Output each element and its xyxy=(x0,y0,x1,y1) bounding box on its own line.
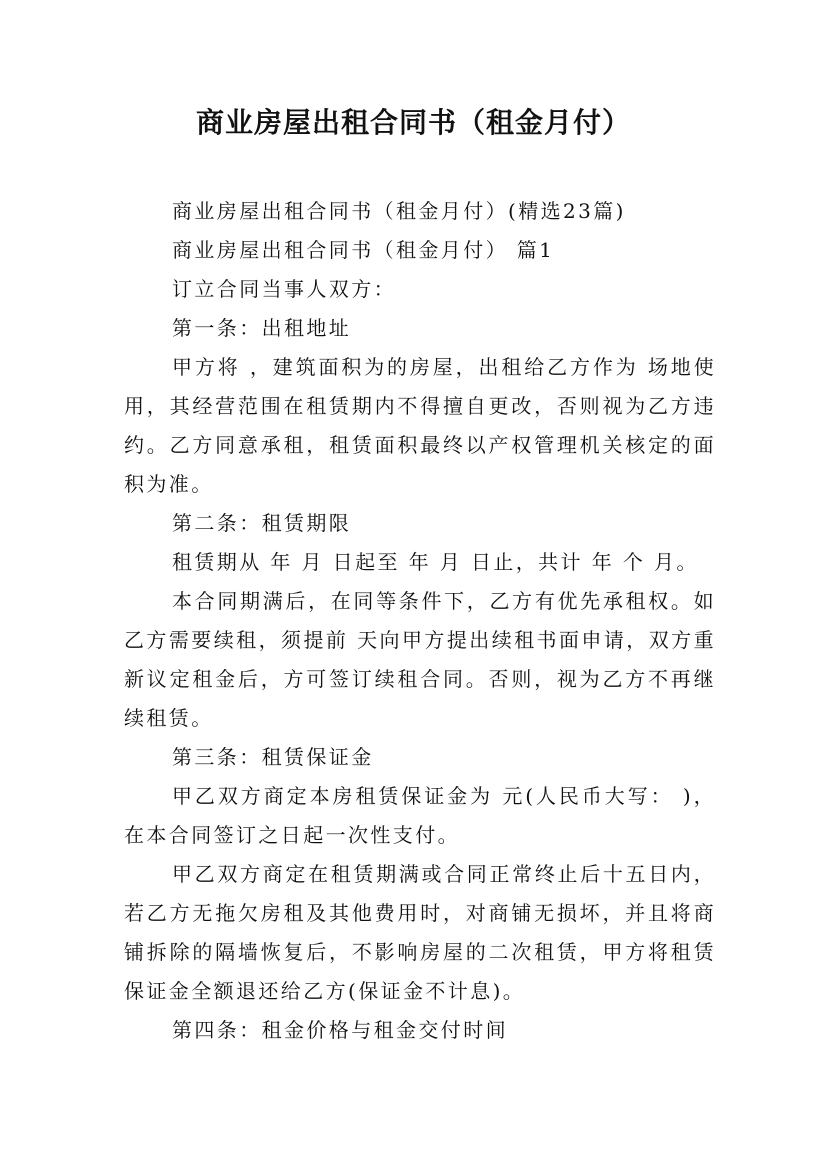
paragraph-article-heading: 商业房屋出租合同书（租金月付） 篇1 xyxy=(172,238,555,262)
clause-text: 本合同期满后，在同等条件下，乙方有优先承租权。如乙方需要续租，须提前 天向甲方提出续租书面申请，双方重新议定租金后，方可签订续租合同。否则，视为乙方不再继续租赁。 xyxy=(124,589,716,730)
clause-heading-2: 第二条：租赁期限 xyxy=(172,511,352,535)
document-title: 商业房屋出租合同书（租金月付） xyxy=(195,106,631,139)
clause-text: 甲乙双方商定在租赁期满或合同正常终止后十五日内，若乙方无拖欠房租及其他费用时，对商铺无损坏，并且将商铺拆除的隔墙恢复后，不影响房屋的二次租赁，甲方将租赁保证金全额退还给乙方(保证金不计息)。 xyxy=(124,862,716,1003)
clause-text: 甲方将 ，建筑面积为的房屋，出租给乙方作为 场地使用，其经营范围在租赁期内不得擅自更改，否则视为乙方违约。乙方同意承租，租赁面积最终以产权管理机关核定的面积为准。 xyxy=(124,355,716,496)
clause-heading-3: 第三条：租赁保证金 xyxy=(172,745,374,769)
document-body xyxy=(124,192,716,1050)
clause-text: 甲乙双方商定本房租赁保证金为 元(人民币大写： )，在本合同签订之日起一次性支付。 xyxy=(124,784,716,847)
clause-heading-1: 第一条：出租地址 xyxy=(172,316,352,340)
paragraph-subtitle: 商业房屋出租合同书（租金月付）(精选23篇) xyxy=(172,199,626,223)
clause-heading-4: 第四条：租金价格与租金交付时间 xyxy=(172,1018,508,1042)
clause-text: 租赁期从 年 月 日起至 年 月 日止，共计 年 个 月。 xyxy=(172,550,699,574)
paragraph-parties: 订立合同当事人双方： xyxy=(172,277,396,301)
